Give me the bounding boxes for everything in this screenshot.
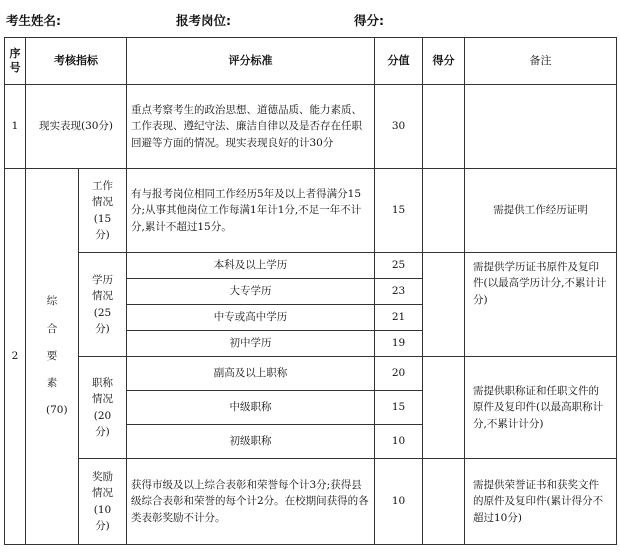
candidate-name-label: 考生姓名: <box>6 13 61 28</box>
col-remarks: 备注 <box>465 38 617 85</box>
table-row <box>5 253 617 279</box>
row1-points: 30 <box>375 85 423 169</box>
education-remark: 需提供学历证书原件及复印件(以最高学历计分,不累计计分) <box>465 253 617 357</box>
education-points: 23 <box>375 279 423 305</box>
table-header-row <box>5 38 617 85</box>
row1-remark-cell <box>465 85 617 169</box>
title-item: 初级职称 <box>127 425 375 459</box>
title-points: 20 <box>375 357 423 391</box>
title-remark: 需提供职称证和任职文件的原件及复印件(以最高职称计分,不累计计分) <box>465 357 617 459</box>
education-points: 21 <box>375 305 423 331</box>
col-criteria: 评分标准 <box>127 38 375 85</box>
score-label: 得分: <box>354 13 384 28</box>
work-remark: 需提供工作经历证明 <box>465 169 617 253</box>
col-indicator: 考核指标 <box>26 38 127 85</box>
work-points: 15 <box>375 169 423 253</box>
education-label: 学历情况(25分) <box>79 253 127 357</box>
education-points: 25 <box>375 253 423 279</box>
col-score: 得分 <box>423 38 465 85</box>
scoring-table <box>4 37 617 545</box>
table-row <box>5 459 617 545</box>
col-index: 序号 <box>5 38 26 85</box>
row2-index: 2 <box>5 169 26 545</box>
award-points: 10 <box>375 459 423 545</box>
table-row <box>5 169 617 253</box>
education-item: 初中学历 <box>127 331 375 357</box>
col-points: 分值 <box>375 38 423 85</box>
work-label: 工作情况(15分) <box>79 169 127 253</box>
award-score-cell <box>423 459 465 545</box>
title-label: 职称情况(20分) <box>79 357 127 459</box>
row2-indicator: 综合要素(70) <box>26 169 79 545</box>
applied-post-label: 报考岗位: <box>176 13 231 28</box>
education-score-cell <box>423 253 465 357</box>
title-points: 15 <box>375 391 423 425</box>
row1-criteria: 重点考察考生的政治思想、道德品质、能力素质、工作表现、遵纪守法、廉洁自律以及是否存在任职回避等方面的情况。现实表现良好的计30分 <box>127 85 375 169</box>
award-remark: 需提供荣誉证书和获奖文件的原件及复印件(累计得分不超过10分) <box>465 459 617 545</box>
row1-indicator: 现实表现(30分) <box>26 85 127 169</box>
table-row <box>5 357 617 391</box>
title-score-cell <box>423 357 465 459</box>
education-item: 本科及以上学历 <box>127 253 375 279</box>
row1-index: 1 <box>5 85 26 169</box>
education-points: 19 <box>375 331 423 357</box>
work-criteria: 有与报考岗位相同工作经历5年及以上者得满分15分;从事其他岗位工作每满1年计1分,不足一年不计分,累计不超过15分。 <box>127 169 375 253</box>
award-label: 奖励情况(10分) <box>79 459 127 545</box>
education-item: 中专或高中学历 <box>127 305 375 331</box>
table-row <box>5 85 617 169</box>
title-item: 副高及以上职称 <box>127 357 375 391</box>
row1-score-cell <box>423 85 465 169</box>
education-item: 大专学历 <box>127 279 375 305</box>
title-points: 10 <box>375 425 423 459</box>
award-criteria: 获得市级及以上综合表彰和荣誉每个计3分;获得县级综合表彰和荣誉的每个计2分。在校期间获得的各类表彰奖励不计分。 <box>127 459 375 545</box>
title-item: 中级职称 <box>127 391 375 425</box>
form-header <box>0 0 620 37</box>
work-score-cell <box>423 169 465 253</box>
